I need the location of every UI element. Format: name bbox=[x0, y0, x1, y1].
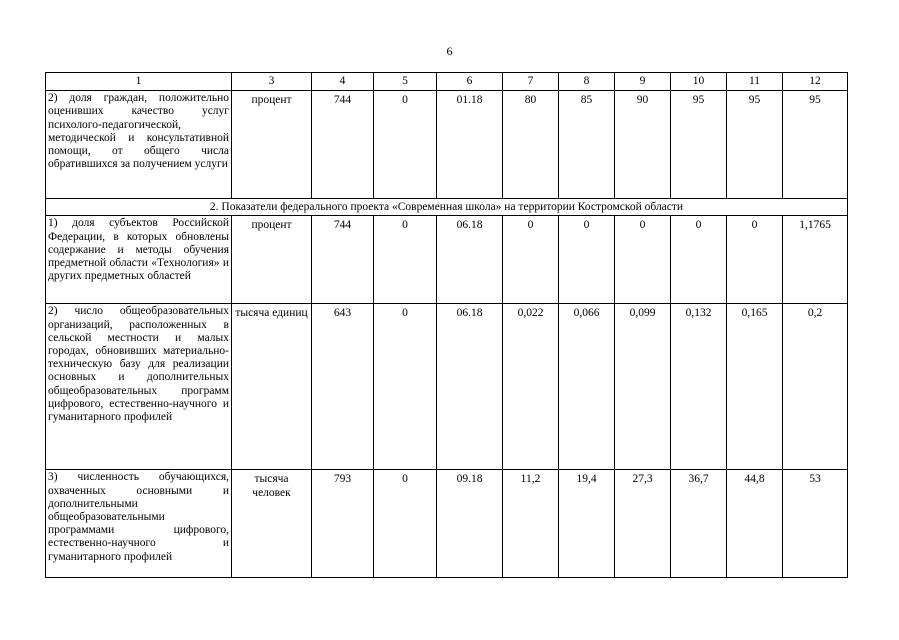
table-cell: 0,066 bbox=[559, 304, 615, 470]
indicator-description: 2) число общеобразовательных организаций, расположенных в сельской местности и малых городах, обновивших материально-техническую базу для реализации основных и дополнительных общеобразовательных программ цифрового, естественно-научного и гуманитарного профилей bbox=[46, 304, 232, 470]
table-row bbox=[46, 91, 848, 199]
indicator-description: 2) доля граждан, положительно оценивших качество услуг психолого-педагогической, методической и консультативной помощи, от общего числа обратившихся за получением услуги bbox=[46, 91, 232, 199]
table-cell: 09.18 bbox=[437, 470, 503, 578]
indicator-description: 3) численность обучающихся, охваченных основными и дополнительными общеобразовательными программами цифрового, естественно-научного и гуманитарного профилей bbox=[46, 470, 232, 578]
header-row bbox=[46, 73, 848, 91]
table-cell: 90 bbox=[615, 91, 671, 199]
table-cell: 744 bbox=[312, 216, 374, 304]
table-cell: 0 bbox=[374, 470, 437, 578]
header-col-1: 1 bbox=[46, 73, 232, 91]
table-cell: 95 bbox=[783, 91, 848, 199]
table-cell: 0,022 bbox=[503, 304, 559, 470]
header-col-3: 3 bbox=[232, 73, 312, 91]
table-cell: 27,3 bbox=[615, 470, 671, 578]
table-row bbox=[46, 470, 848, 578]
table-cell: 744 bbox=[312, 91, 374, 199]
indicator-unit: тысяча единиц bbox=[232, 304, 312, 470]
table-cell: 44,8 bbox=[727, 470, 783, 578]
table-cell: 0 bbox=[615, 216, 671, 304]
header-col-4: 4 bbox=[312, 73, 374, 91]
header-col-7: 7 bbox=[503, 73, 559, 91]
table-cell: 36,7 bbox=[671, 470, 727, 578]
header-col-6: 6 bbox=[437, 73, 503, 91]
table-cell: 85 bbox=[559, 91, 615, 199]
table-cell: 0 bbox=[374, 216, 437, 304]
table-cell: 11,2 bbox=[503, 470, 559, 578]
indicator-description: 1) доля субъектов Российской Федерации, в которых обновлены содержание и методы обучения предметной области «Технология» и других предметных областей bbox=[46, 216, 232, 304]
table-row bbox=[46, 304, 848, 470]
table-cell: 0 bbox=[503, 216, 559, 304]
table-cell: 0 bbox=[374, 304, 437, 470]
section-title: 2. Показатели федерального проекта «Современная школа» на территории Костромской области bbox=[46, 199, 848, 216]
table-cell: 06.18 bbox=[437, 304, 503, 470]
header-col-5: 5 bbox=[374, 73, 437, 91]
table-cell: 95 bbox=[727, 91, 783, 199]
indicator-unit: процент bbox=[232, 216, 312, 304]
table-cell: 0 bbox=[671, 216, 727, 304]
indicator-unit: тысяча человек bbox=[232, 470, 312, 578]
table-cell: 1,1765 bbox=[783, 216, 848, 304]
header-col-9: 9 bbox=[615, 73, 671, 91]
table-cell: 0,2 bbox=[783, 304, 848, 470]
page-number: 6 bbox=[446, 44, 453, 58]
table-cell: 01.18 bbox=[437, 91, 503, 199]
header-col-8: 8 bbox=[559, 73, 615, 91]
table-cell: 06.18 bbox=[437, 216, 503, 304]
table-cell: 793 bbox=[312, 470, 374, 578]
section-row bbox=[46, 199, 848, 216]
table-row bbox=[46, 216, 848, 304]
indicators-table bbox=[45, 72, 848, 578]
table-cell: 643 bbox=[312, 304, 374, 470]
table-cell: 0,099 bbox=[615, 304, 671, 470]
table-cell: 80 bbox=[503, 91, 559, 199]
table-cell: 0 bbox=[374, 91, 437, 199]
table-cell: 95 bbox=[671, 91, 727, 199]
table-cell: 0,165 bbox=[727, 304, 783, 470]
header-col-11: 11 bbox=[727, 73, 783, 91]
table-cell: 0,132 bbox=[671, 304, 727, 470]
table-cell: 0 bbox=[559, 216, 615, 304]
table-cell: 19,4 bbox=[559, 470, 615, 578]
table-cell: 53 bbox=[783, 470, 848, 578]
table-cell: 0 bbox=[727, 216, 783, 304]
header-col-10: 10 bbox=[671, 73, 727, 91]
indicator-unit: процент bbox=[232, 91, 312, 199]
header-col-12: 12 bbox=[783, 73, 848, 91]
